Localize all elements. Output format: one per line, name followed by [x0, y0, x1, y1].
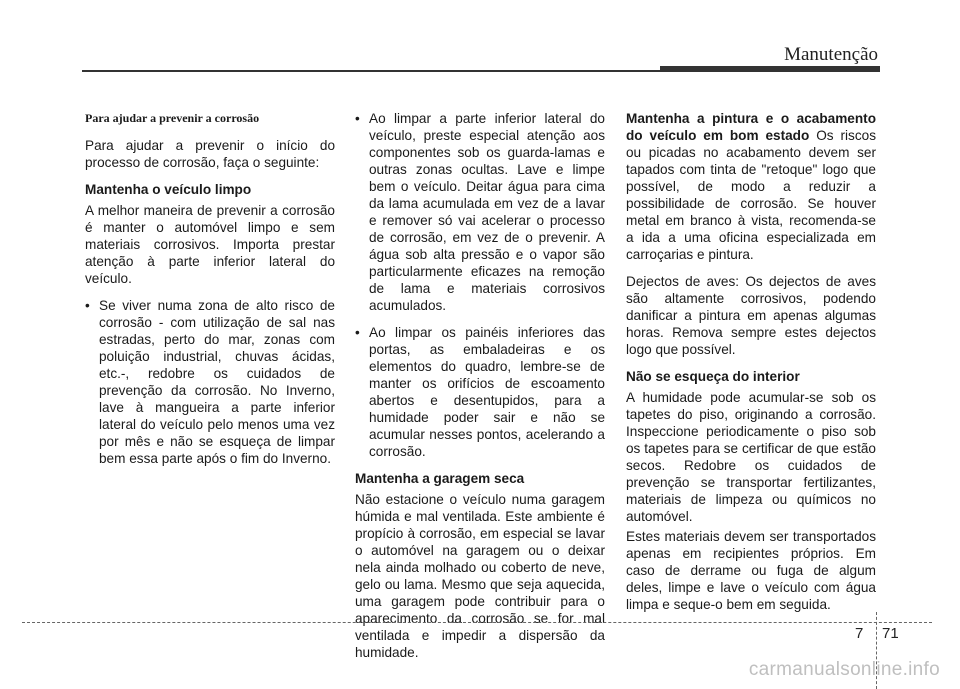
- column-1: [85, 110, 335, 477]
- paragraph-paint: Os riscos ou picadas no acabamento devem ser tapados com tinta de "retoque" logo que possível, de modo a reduzir a possibilidade de corrosão. Se houver metal em branco à vista, recomenda-se a ida a uma oficina especializada em carroçarias e pintura.: [626, 128, 877, 262]
- paragraph-keep-clean: A melhor maneira de prevenir a corrosão é manter o automóvel limpo e sem materiais corrosivos. Importa prestar atenção à parte inferior lateral do veículo.: [85, 203, 335, 286]
- heading-paint: Mantenha a pintura e o acabamento do veículo em bom estado: [626, 111, 876, 143]
- heading-dry-garage: Mantenha a garagem seca: [355, 471, 525, 486]
- paint-section: [626, 110, 876, 263]
- bullet-underbody-cleaning: • Ao limpar a parte inferior lateral do veículo, preste especial atenção aos componentes sob os guarda-lamas e outras zonas ocultas. Lave e limpe bem o veículo. Deitar água para cima da lama acumulada em vez de a lavar e remover só vai acelerar o processo de corrosão, em vez de o prevenir. A água sob alta pressão e o vapor são particularmente eficazes na remoção de lama e materiais corrosivos acumulados.: [355, 110, 605, 314]
- header-rule-accent: [660, 66, 880, 72]
- heading-interior: Não se esqueça do interior: [626, 369, 800, 384]
- paragraph-transport: Estes materiais devem ser transportados apenas em recipientes próprios. Em caso de derrame ou fuga de algum deles, limpe e lave o veículo com água limpa e seque-o bem em seguida.: [626, 529, 876, 612]
- bullet-high-risk-area: • Se viver numa zona de alto risco de corrosão - com utilização de sal nas estradas, perto do mar, zonas com poluição industrial, chuvas ácidas, etc.-, redobre os cuidados de prevenção da corrosão. No Inverno, lave à mangueira a parte inferior lateral do veículo pelo menos uma vez por mês e não se esqueça de limpar bem essa parte após o fim do Inverno.: [85, 297, 335, 467]
- column-3: [626, 110, 876, 623]
- paragraph-interior: A humidade pode acumular-se sob os tapetes do piso, originando a corrosão. Inspeccione periodicamente o piso sob os tapetes para se certificar de que estão secos. Redobre os cuidados de prevenção se transportar fertilizantes, materiais de limpeza ou químicos no automóvel.: [626, 390, 876, 524]
- paragraph-bird-droppings: Dejectos de aves: Os dejectos de aves são altamente corrosivos, podendo danificar a pintura em apenas algumas horas. Remova sempre estes dejectos logo que possível.: [626, 274, 876, 357]
- page-number: 71: [882, 625, 899, 642]
- paragraph-dry-garage: Não estacione o veículo numa garagem húmida e mal ventilada. Este ambiente é propício à corrosão, em especial se lavar o automóvel na garagem ou o deixar nela ainda molhado ou coberto de neve, gelo ou lama. Mesmo que seja aquecida, uma garagem pode contribuir para o aparecimento da corrosão se for mal ventilada e impedir a dispersão da humidade.: [355, 492, 605, 660]
- chapter-number: 7: [855, 625, 864, 642]
- watermark: carmanualsonline.info: [748, 659, 940, 680]
- heading-keep-clean: Mantenha o veículo limpo: [85, 182, 252, 197]
- footer-rule: [22, 622, 932, 623]
- header-rule: [82, 70, 662, 72]
- bullet-drain-holes: • Ao limpar os painéis inferiores das portas, as embaladeiras e os elementos do quadro, lembre-se de manter os orifícios de escoamento abertos e desentupidos, para a humidade poder sair e não se acumular nesses pontos, acelerando a corrosão.: [355, 324, 605, 460]
- column-2: [355, 110, 605, 671]
- subsection-heading: Para ajudar a prevenir a corrosão: [85, 111, 260, 125]
- intro-paragraph: Para ajudar a prevenir o início do processo de corrosão, faça o seguinte:: [85, 138, 335, 170]
- section-title: Manutenção: [784, 44, 878, 65]
